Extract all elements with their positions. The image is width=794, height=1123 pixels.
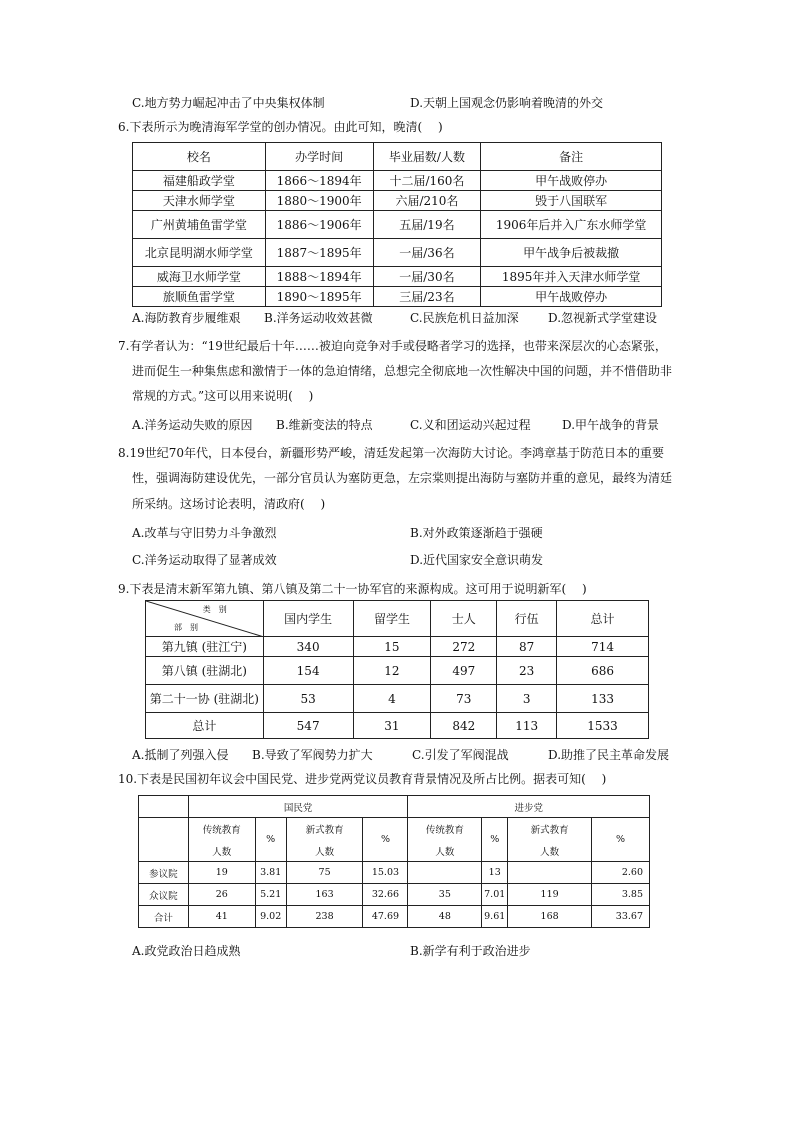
q6-option-c[interactable]: C.民族危机日益加深 [410, 311, 519, 325]
table-cell: 三届/23名 [373, 287, 481, 307]
table-cell: 2.60 [592, 862, 650, 884]
q8-option-c[interactable]: C.洋务运动取得了显著成效 [132, 553, 277, 567]
table-cell: 113 [497, 713, 557, 739]
q6-option-b[interactable]: B.洋务运动收效甚微 [264, 311, 373, 325]
q10-option-b[interactable]: B.新学有利于政治进步 [410, 944, 531, 958]
q7-option-d[interactable]: D.甲午战争的背景 [562, 418, 660, 432]
table-cell: 73 [431, 685, 497, 713]
header-cell: % [255, 818, 286, 862]
table-cell: 9.61 [482, 906, 508, 928]
q6-stem: 6.下表所示为晚清海军学堂的创办情况。由此可知，晚清( ) [118, 120, 443, 134]
row-name: 参议院 [139, 862, 189, 884]
table-cell: 168 [508, 906, 592, 928]
table-cell: 133 [557, 685, 649, 713]
q7-option-c[interactable]: C.义和团运动兴起过程 [410, 418, 531, 432]
header-cell: 校名 [133, 143, 266, 171]
table-cell: 1890～1895年 [265, 287, 373, 307]
table-cell: 3.85 [592, 884, 650, 906]
q7-option-b[interactable]: B.维新变法的特点 [276, 418, 373, 432]
table-cell: 33.67 [592, 906, 650, 928]
table-cell: 15.03 [363, 862, 408, 884]
q10-option-a[interactable]: A.政党政治日趋成熟 [132, 944, 241, 958]
table-cell: 87 [497, 637, 557, 657]
table-cell: 六届/210名 [373, 191, 481, 211]
diagonal-header-cell [146, 601, 264, 637]
q6-option-d[interactable]: D.忽视新式学堂建设 [548, 311, 658, 325]
q8-line-1: 8.19世纪70年代，日本侵台，新疆形势严峻，清廷发起第一次海防大讨论。李鸿章基于防范日本的重要 [118, 446, 664, 460]
q9-option-b[interactable]: B.导致了军阀势力扩大 [252, 748, 373, 762]
table-cell: 甲午战败停办 [481, 287, 662, 307]
table-cell: 32.66 [363, 884, 408, 906]
table-cell: 23 [497, 657, 557, 685]
table-cell: 1887～1895年 [265, 239, 373, 267]
table-cell: 12 [353, 657, 431, 685]
party-header-kmt: 国民党 [188, 796, 408, 818]
q8-line-2: 性，强调海防建设优先，一部分官员认为塞防更急，左宗棠则提出海防与塞防并重的意见，最终为清廷 [132, 471, 673, 485]
header-cell: 传统教育 人数 [408, 818, 482, 862]
table-cell: 47.69 [363, 906, 408, 928]
table-cell: 五届/19名 [373, 211, 481, 239]
q7-line-3: 常规的方式。”这可以用来说明( ) [132, 389, 314, 403]
table-cell: 41 [188, 906, 255, 928]
row-name: 第八镇 (驻湖北) [146, 657, 264, 685]
q7-option-a[interactable]: A.洋务运动失败的原因 [132, 418, 253, 432]
q8-option-b[interactable]: B.对外政策逐渐趋于强硬 [410, 526, 543, 540]
header-cell: 新式教育 人数 [508, 818, 592, 862]
table-cell: 547 [263, 713, 353, 739]
table-cell: 26 [188, 884, 255, 906]
table-cell: 4 [353, 685, 431, 713]
table-cell: 天津水师学堂 [133, 191, 266, 211]
table-cell: 一届/30名 [373, 267, 481, 287]
q10-table [138, 795, 650, 928]
table-cell: 1888～1894年 [265, 267, 373, 287]
header-cell: 国内学生 [263, 601, 353, 637]
row-name: 第二十一协 (驻湖北) [146, 685, 264, 713]
table-cell: 旅顺鱼雷学堂 [133, 287, 266, 307]
header-cell: 毕业届数/人数 [373, 143, 481, 171]
table-cell: 1880～1900年 [265, 191, 373, 211]
q9-option-c[interactable]: C.引发了军阀混战 [412, 748, 509, 762]
corner-unit-label: 部 别 [174, 623, 198, 632]
q9-option-d[interactable]: D.助推了民主革命发展 [548, 748, 670, 762]
table-cell: 1895年并入天津水师学堂 [481, 267, 662, 287]
q6-table [132, 142, 662, 307]
table-cell: 3.81 [255, 862, 286, 884]
table-cell: 272 [431, 637, 497, 657]
table-cell: 1866～1894年 [265, 171, 373, 191]
table-cell: 一届/36名 [373, 239, 481, 267]
table-cell: 842 [431, 713, 497, 739]
row-name: 合计 [139, 906, 189, 928]
table-cell: 238 [286, 906, 363, 928]
table-cell: 48 [408, 906, 482, 928]
row-name: 众议院 [139, 884, 189, 906]
table-cell: 497 [431, 657, 497, 685]
table-cell: 15 [353, 637, 431, 657]
table-cell: 广州黄埔鱼雷学堂 [133, 211, 266, 239]
row-name: 第九镇 (驻江宁) [146, 637, 264, 657]
table-cell: 5.21 [255, 884, 286, 906]
q7-line-2: 进而促生一种集焦虑和激情于一体的急迫情绪，总想完全彻底地一次性解决中国的问题，并不惜借助非 [132, 364, 673, 378]
table-cell: 9.02 [255, 906, 286, 928]
q9-option-a[interactable]: A.抵制了列强入侵 [132, 748, 229, 762]
table-cell: 714 [557, 637, 649, 657]
table-cell: 13 [482, 862, 508, 884]
table-cell: 163 [286, 884, 363, 906]
table-cell: 53 [263, 685, 353, 713]
header-cell: % [592, 818, 650, 862]
table-cell: 威海卫水师学堂 [133, 267, 266, 287]
table-cell: 福建船政学堂 [133, 171, 266, 191]
table-cell: 75 [286, 862, 363, 884]
table-cell: 毁于八国联军 [481, 191, 662, 211]
header-cell: 办学时间 [265, 143, 373, 171]
table-cell: 340 [263, 637, 353, 657]
header-cell: 士人 [431, 601, 497, 637]
table-cell: 35 [408, 884, 482, 906]
table-cell [408, 862, 482, 884]
q8-line-3: 所采纳。这场讨论表明，清政府( ) [132, 497, 326, 511]
table-cell: 31 [353, 713, 431, 739]
table-cell: 686 [557, 657, 649, 685]
q7-line-1: 7.有学者认为：“19世纪最后十年……被迫向竞争对手或侵略者学习的选择，也带来深层次的心态紧张， [118, 339, 667, 353]
header-cell: 留学生 [353, 601, 431, 637]
table-cell: 甲午战争后被裁撤 [481, 239, 662, 267]
q9-table [145, 600, 649, 739]
table-cell: 154 [263, 657, 353, 685]
table-cell: 119 [508, 884, 592, 906]
q10-stem: 10.下表是民国初年议会中国民党、进步党两党议员教育背景情况及所占比例。据表可知( ) [118, 772, 607, 786]
header-cell: 新式教育 人数 [286, 818, 363, 862]
header-cell: % [482, 818, 508, 862]
q8-option-d[interactable]: D.近代国家安全意识萌发 [410, 553, 544, 567]
table-cell: 1533 [557, 713, 649, 739]
q8-option-a[interactable]: A.改革与守旧势力斗争激烈 [132, 526, 277, 540]
header-cell: 行伍 [497, 601, 557, 637]
header-cell: 总计 [557, 601, 649, 637]
option-d-prev: D.天朝上国观念仍影响着晚清的外交 [410, 96, 604, 110]
party-header-progressive: 进步党 [408, 796, 650, 818]
table-cell: 19 [188, 862, 255, 884]
header-cell: 传统教育 人数 [188, 818, 255, 862]
table-cell: 北京昆明湖水师学堂 [133, 239, 266, 267]
table-cell: 1886～1906年 [265, 211, 373, 239]
empty-cell [139, 796, 189, 818]
table-cell: 十二届/160名 [373, 171, 481, 191]
q6-option-a[interactable]: A.海防教育步履维艰 [132, 311, 241, 325]
table-cell: 甲午战败停办 [481, 171, 662, 191]
header-cell: 备注 [481, 143, 662, 171]
table-cell: 1906年后并入广东水师学堂 [481, 211, 662, 239]
corner-category-label: 类 别 [202, 605, 227, 614]
table-cell [508, 862, 592, 884]
empty-cell [139, 818, 189, 862]
header-cell: % [363, 818, 408, 862]
q9-stem: 9.下表是清末新军第九镇、第八镇及第二十一协军官的来源构成。这可用于说明新军( ) [118, 582, 587, 596]
table-cell: 3 [497, 685, 557, 713]
option-c-prev: C.地方势力崛起冲击了中央集权体制 [132, 96, 325, 110]
row-name: 总计 [146, 713, 264, 739]
table-cell: 7.01 [482, 884, 508, 906]
